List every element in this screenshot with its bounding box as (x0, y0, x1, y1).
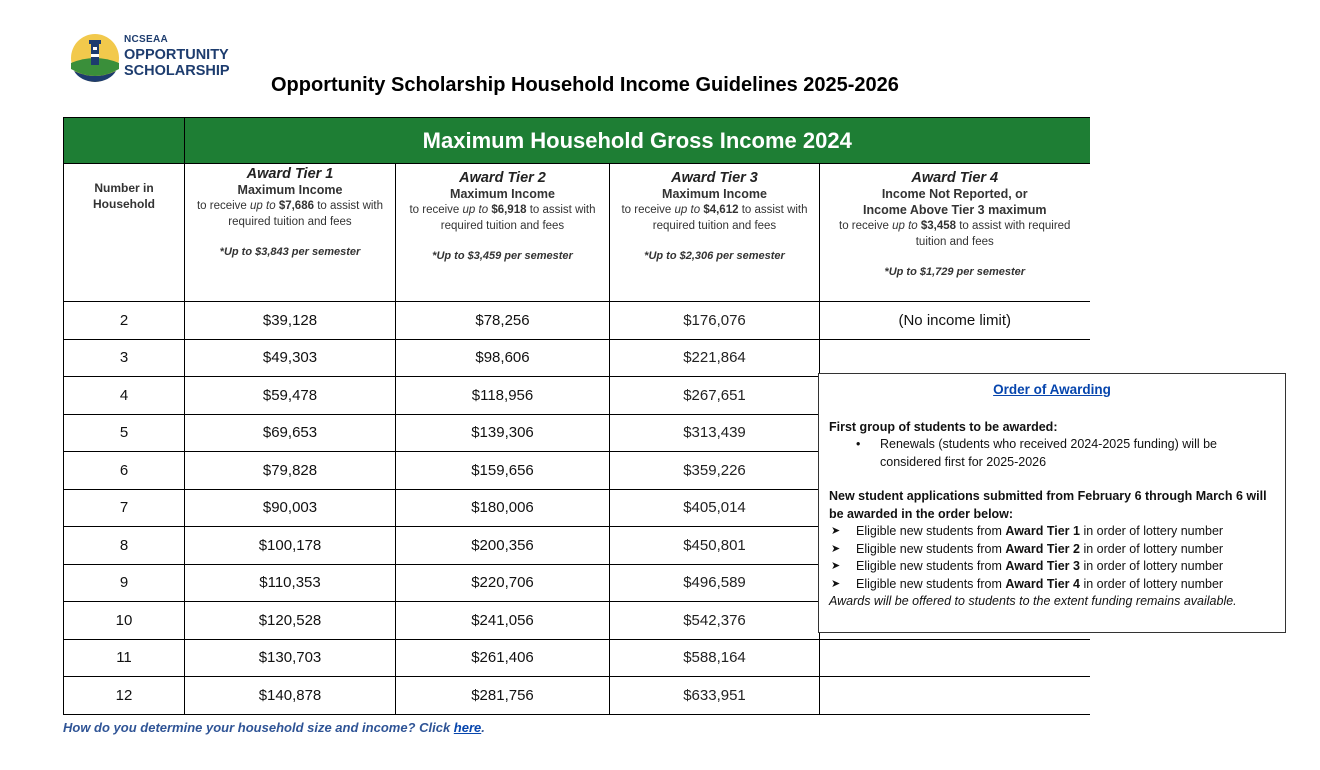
tier3-value: $496,589 (610, 564, 820, 602)
tier2-value: $261,406 (396, 639, 610, 677)
table-row (64, 677, 1090, 715)
tier3-value: $450,801 (610, 527, 820, 565)
table-row (64, 639, 1090, 677)
tier2-header (396, 164, 610, 302)
household-size: 11 (64, 639, 185, 677)
household-size: 12 (64, 677, 185, 715)
tier2-value: $118,956 (396, 377, 610, 415)
lighthouse-icon (70, 33, 120, 83)
table-row (64, 302, 1090, 340)
tier1-value: $39,128 (185, 302, 396, 340)
renewal-bullet (856, 436, 1277, 471)
tier3-value: $176,076 (610, 302, 820, 340)
tier1-value: $90,003 (185, 489, 396, 527)
tier3-value: $405,014 (610, 489, 820, 527)
tier-sub: Income Not Reported, or (881, 187, 1028, 201)
household-size: 6 (64, 452, 185, 490)
here-link[interactable]: here (453, 720, 482, 735)
tier3-value: $633,951 (610, 677, 820, 715)
tier2-value: $220,706 (396, 564, 610, 602)
list-item: ➤ Eligible new students from Award Tier 4 in order of lottery number (829, 576, 1277, 594)
logo-line1: NCSEAA (124, 34, 169, 45)
tier-semester: *Up to $3,843 per semester (219, 246, 361, 258)
tier-semester: *Up to $1,729 per semester (884, 266, 1026, 278)
tier1-value: $110,353 (185, 564, 396, 602)
tier-sub: Maximum Income (450, 187, 555, 201)
tier-desc: to receive up to $4,612 to assist with required tuition and fees (621, 204, 808, 232)
tier1-value: $69,653 (185, 414, 396, 452)
order-of-awarding-box (818, 373, 1286, 633)
household-size: 9 (64, 564, 185, 602)
list-item: ➤ Eligible new students from Award Tier 3 in order of lottery number (829, 558, 1277, 576)
tier2-value: $241,056 (396, 602, 610, 640)
tier3-value: $588,164 (610, 639, 820, 677)
bullet-icon: • (856, 437, 861, 451)
list-item: ➤ Eligible new students from Award Tier 1 in order of lottery number (829, 523, 1277, 541)
new-apps-heading: New student applications submitted from February 6 through March 6 will be awarded in the order below: (829, 489, 1267, 521)
arrow-icon: ➤ (831, 525, 841, 537)
tier1-value: $59,478 (185, 377, 396, 415)
tier4-value: (No income limit) (820, 302, 1090, 340)
banner-blank (64, 118, 185, 164)
household-size: 7 (64, 489, 185, 527)
tier4-value (820, 339, 1090, 377)
household-size: 4 (64, 377, 185, 415)
tier2-value: $159,656 (396, 452, 610, 490)
tier4-header (820, 164, 1090, 302)
renewal-text: Renewals (students who received 2024-2025 funding) will be considered first for 2025-2026 (880, 437, 1218, 469)
tier-name: Award Tier 2 (459, 170, 546, 186)
tier-sub: Maximum Income (662, 187, 767, 201)
logo-line3: SCHOLARSHIP (124, 63, 230, 79)
table-row (64, 339, 1090, 377)
tier-name: Award Tier 1 (246, 166, 334, 182)
tier-desc: to receive up to $6,918 to assist with required tuition and fees (409, 204, 596, 232)
awarding-note: Awards will be offered to students to the extent funding remains available. (829, 594, 1237, 608)
tier2-value: $180,006 (396, 489, 610, 527)
tier3-value: $267,651 (610, 377, 820, 415)
ncseaa-logo (70, 33, 240, 85)
tier2-value: $139,306 (396, 414, 610, 452)
tier1-value: $140,878 (185, 677, 396, 715)
tier1-value: $49,303 (185, 339, 396, 377)
tier-sub: Maximum Income (237, 183, 343, 197)
first-group-heading: First group of students to be awarded: (829, 419, 1058, 434)
household-size: 8 (64, 527, 185, 565)
tier3-value: $359,226 (610, 452, 820, 490)
household-size: 3 (64, 339, 185, 377)
logo-line2: OPPORTUNITY (124, 47, 229, 63)
table-banner: Maximum Household Gross Income 2024 (185, 118, 1090, 164)
tier-semester: *Up to $2,306 per semester (644, 250, 785, 262)
tier-name: Award Tier 4 (911, 170, 999, 186)
tier1-value: $79,828 (185, 452, 396, 490)
tier4-value (820, 677, 1090, 715)
order-of-awarding-link[interactable]: Order of Awarding (993, 382, 1111, 397)
tier-semester: *Up to $3,459 per semester (432, 250, 573, 262)
tier3-header (610, 164, 820, 302)
arrow-icon: ➤ (831, 560, 841, 572)
tier2-value: $281,756 (396, 677, 610, 715)
arrow-icon: ➤ (831, 542, 841, 555)
footer-question: How do you determine your household size and income? Click here. (63, 720, 485, 735)
tier4-value (820, 639, 1090, 677)
tier-name: Award Tier 3 (671, 170, 758, 186)
household-header: Number in Household (64, 164, 185, 302)
list-item: ➤ Eligible new students from Award Tier 2 in order of lottery number (829, 541, 1277, 559)
household-size: 10 (64, 602, 185, 640)
tier1-header (185, 164, 396, 302)
tier-desc: to receive up to $3,458 to assist with required tuition and fees (839, 220, 1071, 248)
tier2-value: $78,256 (396, 302, 610, 340)
arrow-icon: ➤ (831, 577, 841, 590)
tier1-value: $100,178 (185, 527, 396, 565)
tier3-value: $313,439 (610, 414, 820, 452)
tier-sub2: Income Above Tier 3 maximum (863, 203, 1047, 217)
tier2-value: $200,356 (396, 527, 610, 565)
tier-desc: to receive up to $7,686 to assist with required tuition and fees (196, 200, 384, 228)
tier1-value: $130,703 (185, 639, 396, 677)
tier3-value: $221,864 (610, 339, 820, 377)
household-size: 5 (64, 414, 185, 452)
tier1-value: $120,528 (185, 602, 396, 640)
tier3-value: $542,376 (610, 602, 820, 640)
tier2-value: $98,606 (396, 339, 610, 377)
household-size: 2 (64, 302, 185, 340)
page-title: Opportunity Scholarship Household Income Guidelines 2025-2026 (271, 74, 899, 96)
